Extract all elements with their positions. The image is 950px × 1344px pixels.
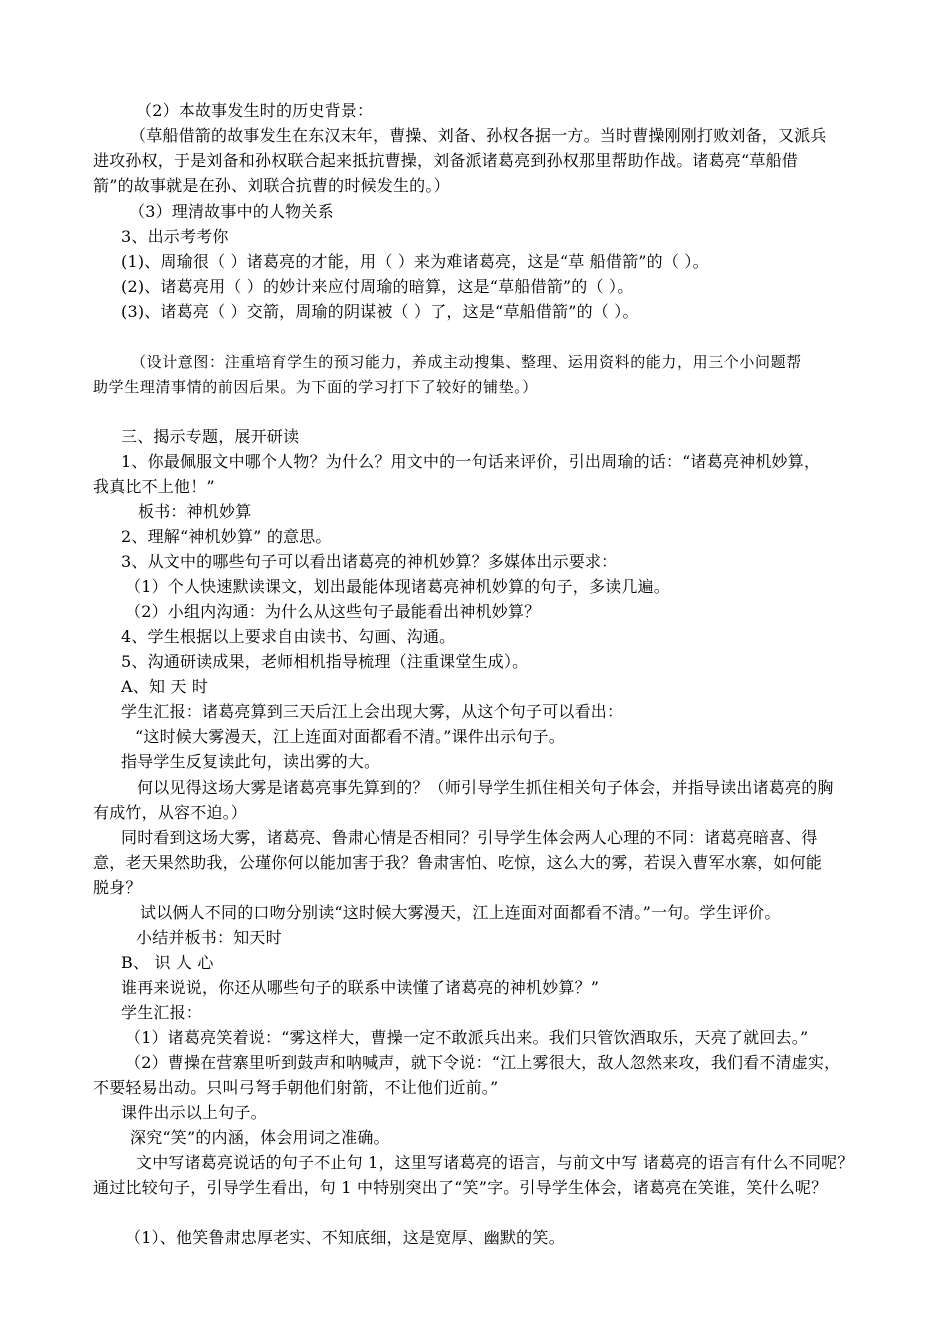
text-line-38: 课件出示以上句子。 <box>121 1103 267 1122</box>
text-line-9: (3)、诸葛亮（ ）交箭，周瑜的阴谋被（ ）了，这是“草船借箭”的（ ）。 <box>121 302 639 321</box>
text-line-23: “这时候大雾漫天，江上连面对面都看不清。”课件出示句子。 <box>135 727 565 746</box>
text-line-15: 2、理解“神机妙算” 的意思。 <box>121 527 332 546</box>
text-line-12: 1、你最佩服文中哪个人物？为什么？用文中的一句话来评价，引出周瑜的话：“诸葛亮神机妙算， <box>121 452 821 471</box>
text-line-3: 进攻孙权，于是刘备和孙权联合起来抵抗曹操，刘备派诸葛亮到孙权那里帮助作战。诸葛亮“草船借 <box>93 151 798 170</box>
text-line-30: 试以俩人不同的口吻分别读“这时候大雾漫天，江上连面对面都看不清。”一句。学生评价。 <box>140 903 781 922</box>
text-line-7: (1)、周瑜很（ ）诸葛亮的才能，用（ ）来为难诸葛亮，这是“草 船借箭”的（ ）。 <box>121 252 709 271</box>
text-line-4: 箭”的故事就是在孙、刘联合抗曹的时候发生的。） <box>93 176 450 195</box>
text-line-14: 板书：神机妙算 <box>138 502 252 521</box>
text-line-35: （1）诸葛亮笑着说：“雾这样大，曹操一定不敢派兵出来。我们只管饮酒取乐，天亮了就回去。” <box>125 1028 809 1047</box>
text-line-19: 4、学生根据以上要求自由读书、勾画、沟通。 <box>121 627 456 646</box>
text-line-18: （2）小组内沟通：为什么从这些句子最能看出神机妙算？ <box>125 602 541 621</box>
text-line-28: 意，老天果然助我，公瑾你何以能加害于我？鲁肃害怕、吃惊，这么大的雾，若误入曹军水寨，如何能 <box>93 853 823 872</box>
text-line-36: （2）曹操在营寨里听到鼓声和呐喊声，就下令说：“江上雾很大，敌人忽然来攻，我们看不清虚实， <box>125 1053 841 1072</box>
design-intent-line-2: 助学生理清事情的前因后果。为下面的学习打下了较好的铺垫。） <box>93 378 538 396</box>
subheading-a: A、知 天 时 <box>121 677 209 696</box>
design-intent-line-1: （设计意图：注重培育学生的预习能力，养成主动搜集、整理、运用资料的能力，用三个小问题帮 <box>131 353 802 371</box>
text-line-41: 通过比较句子，引导学生看出，句 1 中特别突出了“笑”字。引导学生体会，诸葛亮在笑谁，笑什么呢？ <box>93 1178 828 1197</box>
text-line-39: 深究“笑”的内涵，体会用词之准确。 <box>130 1128 390 1147</box>
text-line-37: 不要轻易出动。只叫弓弩手朝他们射箭，不让他们近前。” <box>93 1078 499 1097</box>
section-heading: 三、揭示专题，展开研读 <box>121 427 300 446</box>
text-line-42: （1）、他笑鲁肃忠厚老实、不知底细，这是宽厚、幽默的笑。 <box>125 1228 565 1247</box>
text-line-13: 我真比不上他！” <box>93 477 215 496</box>
text-line-5: （3）理清故事中的人物关系 <box>129 202 334 221</box>
text-line-16: 3、从文中的哪些句子可以看出诸葛亮的神机妙算？多媒体出示要求： <box>121 552 618 571</box>
text-line-8: (2)、诸葛亮用（ ）的妙计来应付周瑜的暗算，这是“草船借箭”的（ ）。 <box>121 277 634 296</box>
text-line-6: 3、出示考考你 <box>121 227 229 246</box>
text-line-25: 何以见得这场大雾是诸葛亮事先算到的？（师引导学生抓住相关句子体会，并指导读出诸葛亮的胸 <box>137 778 834 797</box>
subheading-b: B、 识 人 心 <box>121 953 214 972</box>
text-line-40: 文中写诸葛亮说话的句子不止句 1，这里写诸葛亮的语言，与前文中写 诸葛亮的语言有什么不同呢？ <box>136 1153 854 1172</box>
text-line-22: 学生汇报：诸葛亮算到三天后江上会出现大雾，从这个句子可以看出： <box>121 702 624 721</box>
text-line-2: （草船借箭的故事发生在东汉末年，曹操、刘备、孙权各据一方。当时曹操刚刚打败刘备，又派兵 <box>130 126 827 145</box>
text-line-27: 同时看到这场大雾，诸葛亮、鲁肃心情是否相同？引导学生体会两人心理的不同：诸葛亮暗喜、得 <box>121 828 818 847</box>
text-line-33: 谁再来说说，你还从哪些句子的联系中读懂了诸葛亮的神机妙算？” <box>121 978 600 997</box>
text-line-31: 小结并板书：知天时 <box>136 928 282 947</box>
text-line-17: （1）个人快速默读课文，划出最能体现诸葛亮神机妙算的句子，多读几遍。 <box>125 577 670 596</box>
text-line-26: 有成竹，从容不迫。） <box>93 803 248 822</box>
text-line-29: 脱身？ <box>93 878 142 897</box>
text-line-20: 5、沟通研读成果，老师相机指导梳理（注重课堂生成）。 <box>121 652 529 671</box>
text-line-24: 指导学生反复读此句，读出雾的大。 <box>121 752 381 771</box>
text-line-34: 学生汇报： <box>121 1003 203 1022</box>
text-line-1: （2）本故事发生时的历史背景： <box>136 101 374 120</box>
